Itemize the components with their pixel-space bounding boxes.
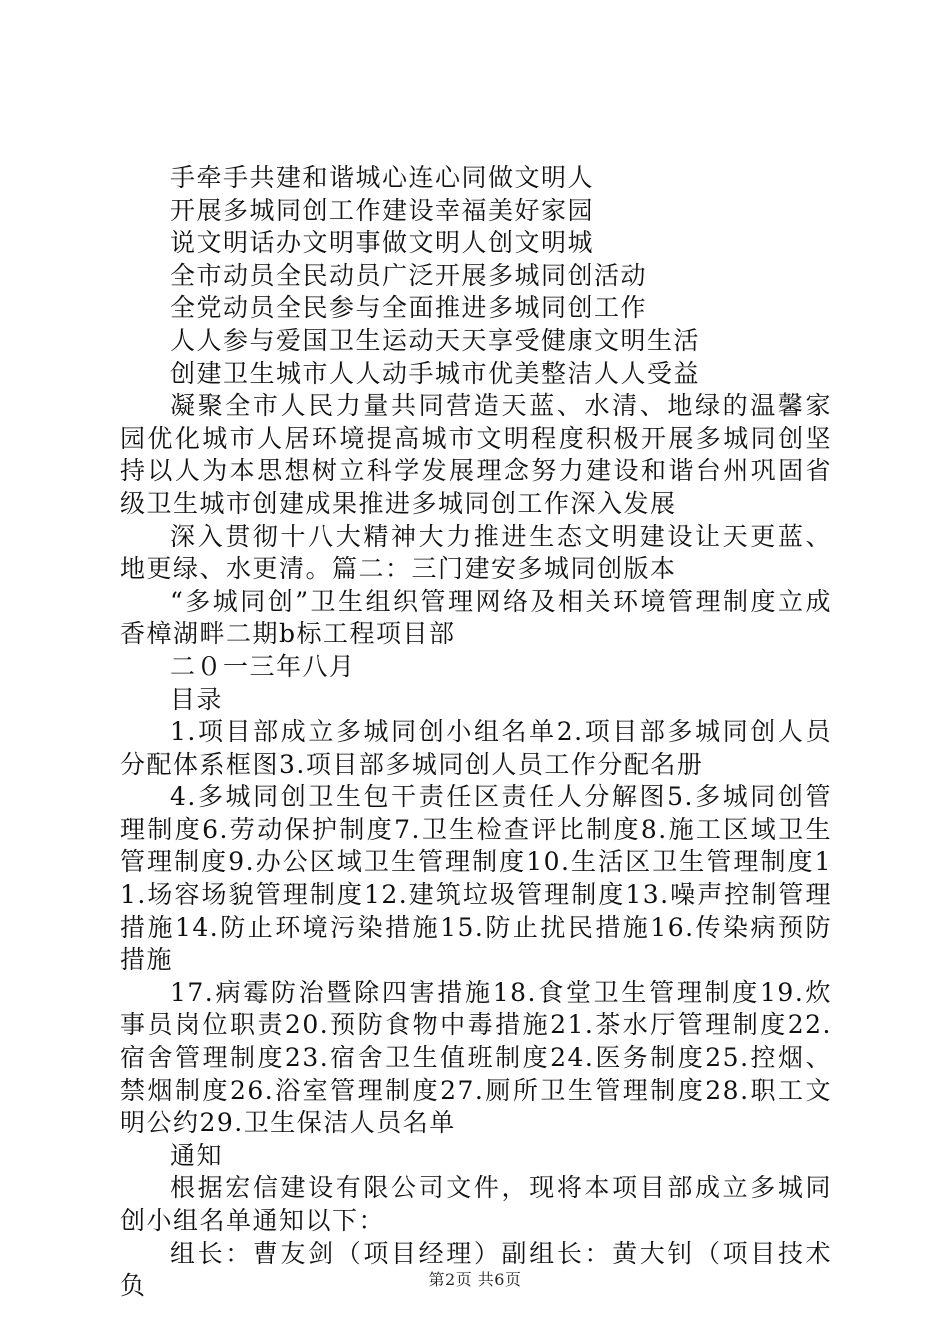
- toc-paragraph: 17.病霉防治暨除四害措施18.食堂卫生管理制度19.炊事员岗位职责20.预防食物中毒措施21.茶水厅管理制度22.宿舍管理制度23.宿舍卫生值班制度24.医务制度25.控烟、禁烟制度26.浴室管理制度27.厕所卫生管理制度28.职工文明公约29.卫生保洁人员名单: [120, 977, 832, 1138]
- body-paragraph: 深入贯彻十八大精神大力推进生态文明建设让天更蓝、地更绿、水更清。篇二：三门建安多城同创版本: [120, 521, 832, 584]
- notice-paragraph: 组长：曹友剑（项目经理）副组长：黄大钊（项目技术负: [120, 1238, 832, 1301]
- document-body: [120, 162, 832, 1303]
- slogan-paragraph: 全市动员全民动员广泛开展多城同创活动: [170, 260, 648, 290]
- document-date: 二０一三年八月: [170, 651, 356, 681]
- page-footer: [0, 1270, 950, 1290]
- toc-heading: 目录: [170, 684, 224, 714]
- slogan-paragraph: 说文明话办文明事做文明人创文明城: [170, 228, 595, 258]
- toc-paragraph: 4.多城同创卫生包干责任区责任人分解图5.多城同创管理制度6.劳动保护制度7.卫生检查评比制度8.施工区域卫生管理制度9.办公区域卫生管理制度10.生活区卫生管理制度11.场容场貌管理制度12.建筑垃圾管理制度13.噪声控制管理措施14.防止环境污染措施15.防止扰民措施16.传染病预防措施: [120, 782, 832, 975]
- notice-paragraph: 根据宏信建设有限公司文件，现将本项目部成立多城同创小组名单通知以下：: [120, 1173, 832, 1235]
- slogan-paragraph: 创建卫生城市人人动手城市优美整洁人人受益: [170, 358, 701, 388]
- slogan-paragraph: 开展多城同创工作建设幸福美好家园: [170, 195, 595, 225]
- page-number-indicator: 第2页 共6页: [428, 1270, 522, 1289]
- notice-heading: 通知: [170, 1140, 224, 1170]
- section-title: “多城同创”卫生组织管理网络及相关环境管理制度立成香樟湖畔二期b标工程项目部: [120, 586, 832, 649]
- slogan-paragraph: 手牵手共建和谐城心连心同做文明人: [170, 163, 595, 192]
- body-paragraph: 凝聚全市人民力量共同营造天蓝、水清、地绿的温馨家园优化城市人居环境提高城市文明程度积极开展多城同创坚持以人为本思想树立科学发展理念努力建设和谐台州巩固省级卫生城市创建成果推进多城同创工作深入发展: [120, 391, 832, 518]
- toc-paragraph: 1.项目部成立多城同创小组名单2.项目部多城同创人员分配体系框图3.项目部多城同创人员工作分配名册: [120, 717, 832, 779]
- slogan-paragraph: 人人参与爱国卫生运动天天享受健康文明生活: [170, 325, 701, 355]
- slogan-paragraph: 全党动员全民参与全面推进多城同创工作: [170, 293, 648, 323]
